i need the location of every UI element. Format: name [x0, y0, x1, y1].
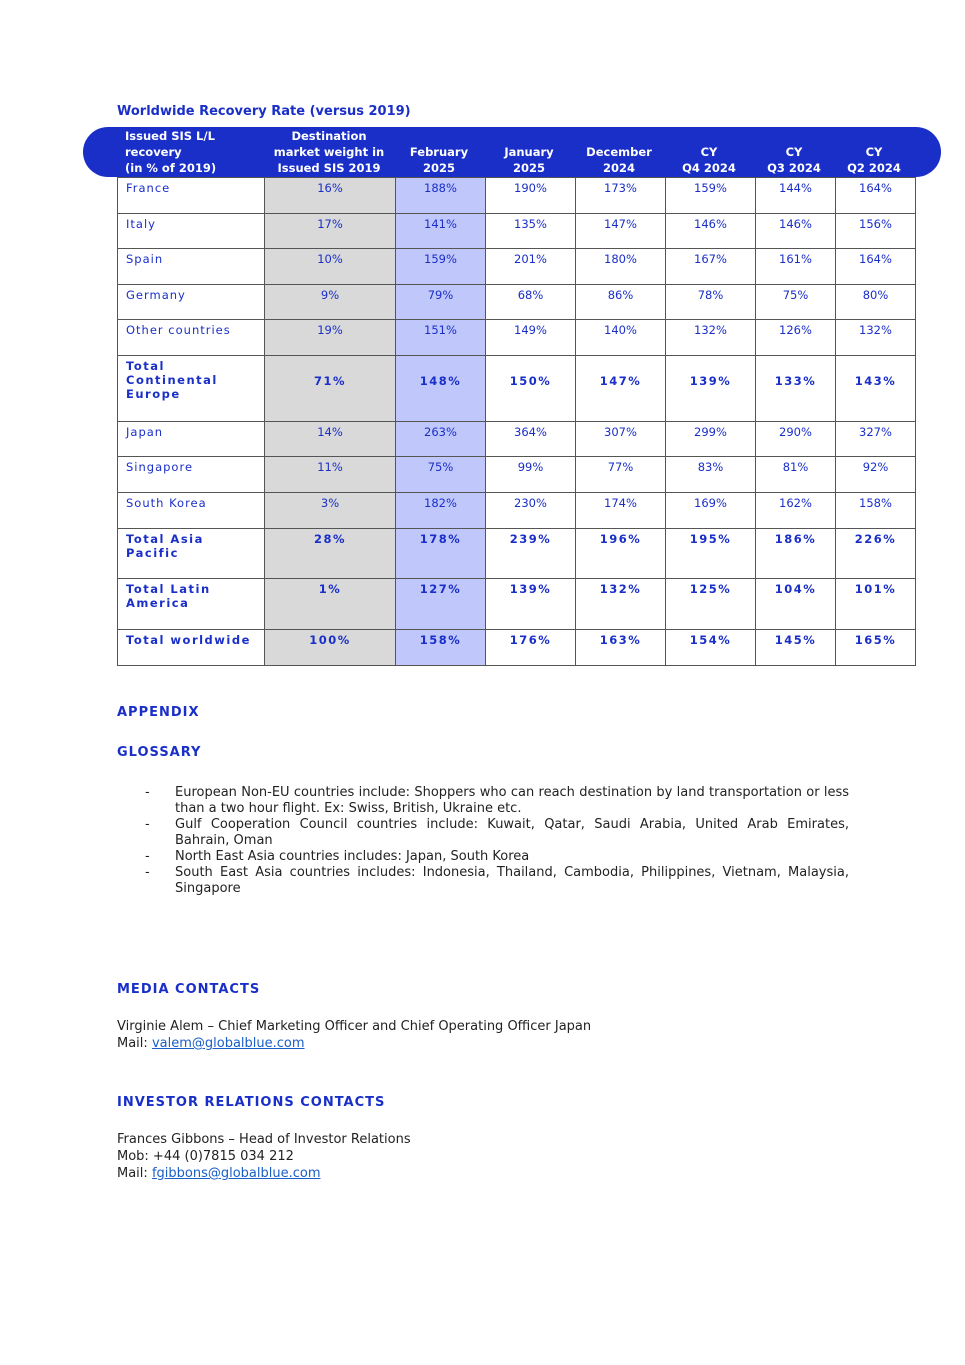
- media-contacts-heading: MEDIA CONTACTS: [117, 982, 261, 997]
- table-cell: 176%: [486, 630, 576, 666]
- table-cell: 148%: [396, 356, 486, 422]
- table-cell: 86%: [576, 285, 666, 320]
- table-cell: 263%: [396, 422, 486, 457]
- header-cell: February 2025: [409, 145, 469, 175]
- table-cell: 230%: [486, 493, 576, 529]
- table-cell: 190%: [486, 178, 576, 214]
- media-contact-name: Virginie Alem – Chief Marketing Officer and Chief Operating Officer Japan: [117, 1019, 592, 1034]
- table-cell: 126%: [756, 320, 836, 356]
- row-label: Total Continental Europe: [118, 356, 265, 422]
- glossary-item: [145, 849, 849, 865]
- table-cell: 299%: [666, 422, 756, 457]
- table-cell: 83%: [666, 457, 756, 493]
- table-cell: 125%: [666, 579, 756, 630]
- table-cell: 150%: [486, 356, 576, 422]
- investor-contacts-heading: INVESTOR RELATIONS CONTACTS: [117, 1095, 386, 1110]
- table-cell: 182%: [396, 493, 486, 529]
- bullet-dash: -: [145, 865, 150, 880]
- table-cell: 139%: [666, 356, 756, 422]
- table-row: [118, 493, 916, 529]
- glossary-item: [145, 865, 849, 897]
- row-label: France: [118, 178, 265, 214]
- table-cell: 1%: [265, 579, 396, 630]
- glossary-heading: GLOSSARY: [117, 745, 202, 760]
- table-row: [118, 249, 916, 285]
- table-cell: 139%: [486, 579, 576, 630]
- investor-contact-name: Frances Gibbons – Head of Investor Relations: [117, 1132, 411, 1147]
- row-label: Spain: [118, 249, 265, 285]
- table-cell: 164%: [836, 178, 916, 214]
- glossary-item-text: European Non-EU countries include: Shoppers who can reach destination by land transportation or less than a two hour flight. Ex: Swiss, British, Ukraine etc.: [175, 785, 849, 816]
- table-cell: 68%: [486, 285, 576, 320]
- table-cell: 165%: [836, 630, 916, 666]
- table-cell: 159%: [396, 249, 486, 285]
- table-row: [118, 630, 916, 666]
- table-cell: 135%: [486, 214, 576, 249]
- table-cell: 19%: [265, 320, 396, 356]
- table-cell: 144%: [756, 178, 836, 214]
- table-cell: 132%: [576, 579, 666, 630]
- header-cell: CY Q2 2024: [847, 145, 901, 175]
- investor-contact-mail-line: [117, 1165, 411, 1182]
- table-cell: 147%: [576, 214, 666, 249]
- table-cell: 239%: [486, 529, 576, 579]
- table-cell: 364%: [486, 422, 576, 457]
- table-cell: 163%: [576, 630, 666, 666]
- bullet-dash: -: [145, 849, 150, 864]
- recovery-rate-table: [117, 177, 916, 666]
- table-cell: 99%: [486, 457, 576, 493]
- table-cell: 104%: [756, 579, 836, 630]
- table-cell: 81%: [756, 457, 836, 493]
- table-cell: 327%: [836, 422, 916, 457]
- table-cell: 173%: [576, 178, 666, 214]
- table-row: [118, 457, 916, 493]
- table-row: [118, 285, 916, 320]
- row-label: Total worldwide: [118, 630, 265, 666]
- glossary-item: [145, 817, 849, 849]
- table-row: [118, 214, 916, 249]
- table-cell: 71%: [265, 356, 396, 422]
- row-label: Italy: [118, 214, 265, 249]
- table-cell: 78%: [666, 285, 756, 320]
- table-row: [118, 579, 916, 630]
- row-label: South Korea: [118, 493, 265, 529]
- row-label: Singapore: [118, 457, 265, 493]
- row-label: Other countries: [118, 320, 265, 356]
- table-cell: 10%: [265, 249, 396, 285]
- row-label: Japan: [118, 422, 265, 457]
- table-cell: 11%: [265, 457, 396, 493]
- table-cell: 164%: [836, 249, 916, 285]
- table-cell: 132%: [836, 320, 916, 356]
- table-cell: 158%: [836, 493, 916, 529]
- table-cell: 14%: [265, 422, 396, 457]
- table-cell: 156%: [836, 214, 916, 249]
- row-label: Germany: [118, 285, 265, 320]
- table-cell: 100%: [265, 630, 396, 666]
- table-cell: 149%: [486, 320, 576, 356]
- table-row: [118, 320, 916, 356]
- table-cell: 186%: [756, 529, 836, 579]
- investor-contact-mobile: Mob: +44 (0)7815 034 212: [117, 1149, 294, 1164]
- header-cell: December 2024: [586, 145, 652, 175]
- table-cell: 180%: [576, 249, 666, 285]
- glossary-item-text: North East Asia countries includes: Japan, South Korea: [175, 849, 530, 864]
- table-cell: 9%: [265, 285, 396, 320]
- table-cell: 75%: [756, 285, 836, 320]
- table-cell: 178%: [396, 529, 486, 579]
- table-cell: 132%: [666, 320, 756, 356]
- bullet-dash: -: [145, 785, 150, 800]
- media-contact-block: [117, 1018, 591, 1052]
- table-cell: 151%: [396, 320, 486, 356]
- table-cell: 188%: [396, 178, 486, 214]
- header-cell: Destination market weight in Issued SIS 2019: [273, 129, 385, 175]
- table-cell: 169%: [666, 493, 756, 529]
- table-cell: 127%: [396, 579, 486, 630]
- media-contact-email-link[interactable]: valem@globalblue.com: [151, 1036, 305, 1051]
- table-cell: 161%: [756, 249, 836, 285]
- table-cell: 154%: [666, 630, 756, 666]
- table-cell: 79%: [396, 285, 486, 320]
- table-cell: 133%: [756, 356, 836, 422]
- table-cell: 146%: [666, 214, 756, 249]
- table-cell: 146%: [756, 214, 836, 249]
- table-cell: 147%: [576, 356, 666, 422]
- table-row: [118, 422, 916, 457]
- table-row: [118, 529, 916, 579]
- table-cell: 158%: [396, 630, 486, 666]
- investor-contact-email-link[interactable]: fgibbons@globalblue.com: [151, 1166, 321, 1181]
- table-cell: 101%: [836, 579, 916, 630]
- table-cell: 3%: [265, 493, 396, 529]
- row-label: Total Asia Pacific: [118, 529, 265, 579]
- table-cell: 162%: [756, 493, 836, 529]
- table-row: [118, 178, 916, 214]
- table-cell: 196%: [576, 529, 666, 579]
- bullet-dash: -: [145, 817, 150, 832]
- table-cell: 201%: [486, 249, 576, 285]
- table-title: Worldwide Recovery Rate (versus 2019): [117, 104, 411, 119]
- table-cell: 75%: [396, 457, 486, 493]
- table-cell: 16%: [265, 178, 396, 214]
- table-cell: 195%: [666, 529, 756, 579]
- mail-label: Mail:: [117, 1166, 148, 1181]
- table-cell: 92%: [836, 457, 916, 493]
- row-label: Total Latin America: [118, 579, 265, 630]
- glossary-item: [145, 785, 849, 817]
- table-cell: 143%: [836, 356, 916, 422]
- table-cell: 140%: [576, 320, 666, 356]
- glossary-item-text: South East Asia countries includes: Indonesia, Thailand, Cambodia, Philippines, Vietnam, Malaysia, Singapore: [175, 865, 849, 896]
- table-cell: 141%: [396, 214, 486, 249]
- appendix-heading: APPENDIX: [117, 705, 200, 720]
- table-row: [118, 356, 916, 422]
- table-cell: 167%: [666, 249, 756, 285]
- header-cell: CY Q3 2024: [767, 145, 821, 175]
- table-cell: 226%: [836, 529, 916, 579]
- header-cell: CY Q4 2024: [682, 145, 736, 175]
- header-cell: January 2025: [504, 145, 554, 175]
- table-cell: 290%: [756, 422, 836, 457]
- mail-label: Mail:: [117, 1036, 148, 1051]
- investor-contact-block: [117, 1131, 411, 1182]
- header-cell: Issued SIS L/L recovery (in % of 2019): [125, 129, 217, 175]
- table-cell: 307%: [576, 422, 666, 457]
- glossary-item-text: Gulf Cooperation Council countries include: Kuwait, Qatar, Saudi Arabia, United Arab Emirates, Bahrain, Oman: [175, 817, 849, 848]
- table-cell: 145%: [756, 630, 836, 666]
- table-cell: 77%: [576, 457, 666, 493]
- media-contact-mail-line: [117, 1035, 591, 1052]
- table-cell: 80%: [836, 285, 916, 320]
- table-cell: 159%: [666, 178, 756, 214]
- table-cell: 17%: [265, 214, 396, 249]
- table-cell: 174%: [576, 493, 666, 529]
- table-cell: 28%: [265, 529, 396, 579]
- glossary-list: [145, 785, 849, 897]
